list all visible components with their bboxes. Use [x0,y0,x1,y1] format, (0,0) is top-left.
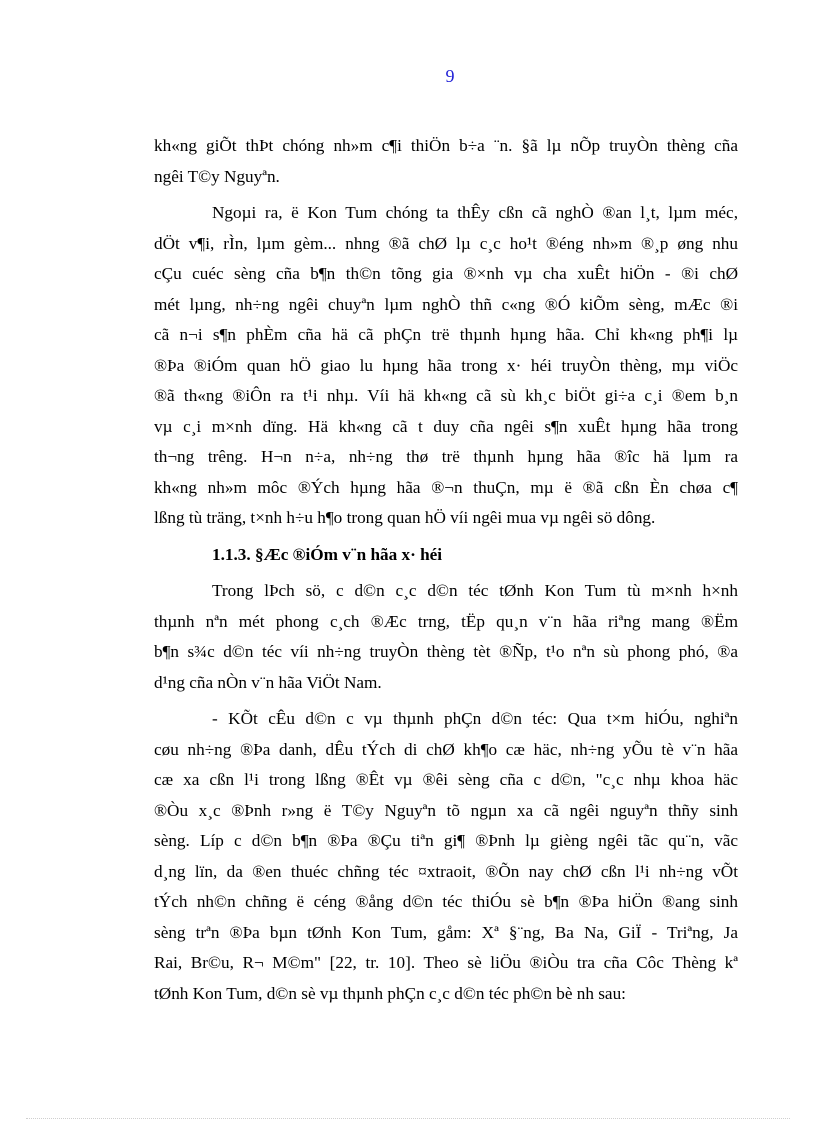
text-line: ®Þa ®iÓm quan hÖ giao lu hµng hãa trong x· héi truyÒn thèng, mµ viÖc [154,355,738,375]
text-line: d¸ng lïn, da ®en thuéc chñng téc ¤xtraoit, ®Õn nay chØ cßn l¹i nh÷ng vÕt [154,861,738,881]
page-number: 9 [445,66,455,86]
text-line: tÝch nh©n chñng ë céng ®ång d©n téc thiÓu sè b¶n ®Þa hiÖn ®ang sinh [154,892,738,911]
text-line: thµnh nªn mét phong c¸ch ®Æc trng, tËp qu¸n v¨n hãa riªng mang ®Ëm [154,611,738,631]
text-line: ngêi T©y Nguyªn. [154,166,280,186]
text-line: kh«ng nh»m môc ®Ých hµng hãa ®¬n thuÇn, mµ ë ®ã cßn Èn chøa c¶ [154,477,738,497]
text-line: sèng trªn ®Þa bµn tØnh Kon Tum, gåm: Xª §¨ng, Ba Na, GiÏ - Triªng, Ja [154,922,738,942]
text-line: lßng tù träng, t×nh h÷u h¶o trong quan hÖ víi ngêi mua vµ ngêi sö dông. [154,508,656,527]
text-line: tØnh Kon Tum, d©n sè vµ thµnh phÇn c¸c d©n téc ph©n bè nh sau: [154,983,626,1003]
text-line: - KÕt cÊu d©n c vµ thµnh phÇn d©n téc: Qua t×m hiÓu, nghiªn [212,709,738,728]
text-line: Rai, Br©u, R¬ M©m" [22, tr. 10]. Theo sè liÖu ®iÒu tra cña Côc Thèng kª [154,953,738,972]
text-line: vµ c¸i m×nh dïng. Hä kh«ng cã t duy cña ngêi s¶n xuÊt hµng hãa trong [154,416,738,436]
text-line: cã n¬i s¶n phÈm cña hä cã phÇn trë thµnh hµng hãa. Chỉ kh«ng ph¶i lµ [154,325,738,344]
text-line: cÇu cuéc sèng cña b¶n th©n tõng gia ®×nh vµ cha xuÊt hiÖn - ®i chØ [154,264,738,283]
paragraph-continuation [154,131,738,192]
document-body [154,131,738,1009]
text-line: dÖt v¶i, rÌn, lµm gèm... nhng ®ã chØ lµ c¸c ho¹t ®éng nh»m ®¸p øng nhu [154,233,738,253]
text-line: b¶n s¾c d©n téc víi nh÷ng truyÒn thèng tèt ®Ñp, t¹o nªn sù phong phó, ®a [154,642,738,661]
text-line: kh«ng giÕt thÞt chóng nh»m c¶i thiÖn b÷a ¨n. §ã lµ nÕp truyÒn thèng cña [154,136,738,155]
text-line: cøu nh÷ng ®Þa danh, dÊu tÝch di chØ kh¶o cæ häc, nh÷ng yÕu tè v¨n hãa [154,739,738,759]
paragraph-crafts [154,198,738,534]
section-heading: 1.1.3. §Æc ®iÓm v¨n hãa x· héi [212,544,443,564]
text-line: cæ xa cßn l¹i trong lßng ®Êt vµ ®êi sèng cña c d©n, "c¸c nhµ khoa häc [154,770,738,789]
text-line: ®Òu x¸c ®Þnh r»ng ë T©y Nguyªn tõ ngµn xa cã ngêi nguyªn thñy sinh [154,800,738,820]
paragraph-population [154,704,738,1009]
text-line: th¬ng trêng. H¬n n÷a, nh÷ng thø trë thµnh hµng hãa ®îc hä lµm ra [154,447,738,466]
page-bottom-divider [26,1118,790,1119]
text-line: d¹ng cña nÒn v¨n hãa ViÖt Nam. [154,672,382,692]
text-line: Ngoµi ra, ë Kon Tum chóng ta thÊy cßn cã nghÒ ®an l¸t, lµm méc, [212,203,738,222]
paragraph-history [154,576,738,698]
text-line: Trong lÞch sö, c d©n c¸c d©n téc tØnh Kon Tum tù m×nh h×nh [212,581,738,600]
text-line: mét lµng, nh÷ng ngêi chuyªn lµm nghÒ thñ c«ng ®Ó kiÕm sèng, mÆc ®i [154,294,738,314]
text-line: ®ã th«ng ®iÔn ra t¹i nhµ. Víi hä kh«ng cã sù kh¸c biÖt gi÷a c¸i ®em b¸n [154,386,738,405]
text-line: sèng. Líp c d©n b¶n ®Þa ®Çu tiªn gi¶ ®Þnh lµ gièng ngêi tãc qu¨n, vãc [154,831,738,850]
